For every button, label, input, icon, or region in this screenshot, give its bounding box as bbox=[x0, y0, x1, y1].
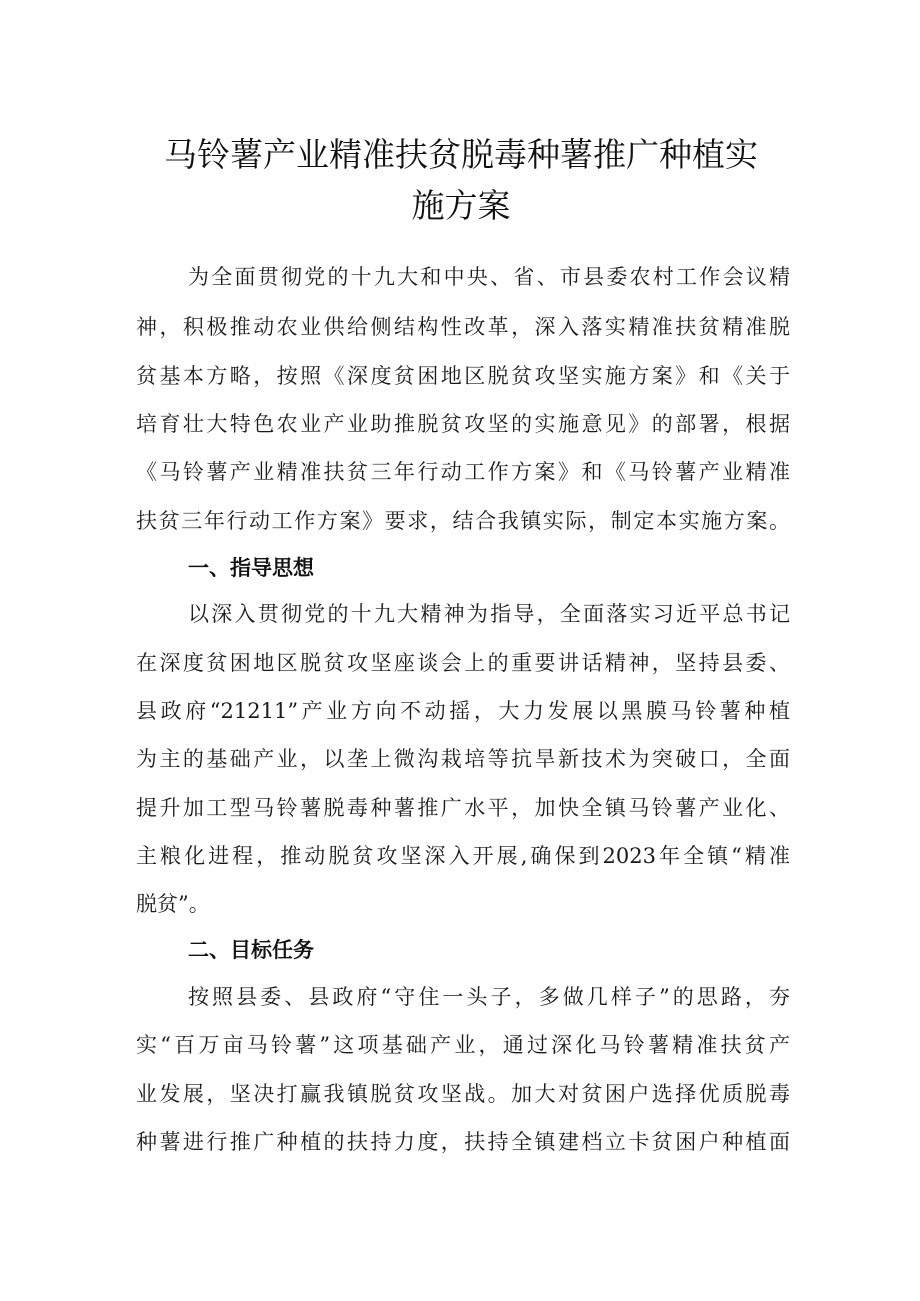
intro-line: 贫基本方略，按照《深度贫困地区脱贫攻坚实施方案》和《关于 bbox=[136, 364, 790, 388]
section1-line: 为主的基础产业，以垄上微沟栽培等抗旱新技术为突破口，全面 bbox=[136, 747, 790, 771]
section2-line: 实“百万亩马铃薯”这项基础产业，通过深化马铃薯精准扶贫产 bbox=[136, 1033, 790, 1057]
section1-line: 县政府“21211”产业方向不动摇，大力发展以黑膜马铃薯种植 bbox=[136, 699, 790, 723]
section1-line: 提升加工型马铃薯脱毒种薯推广水平，加快全镇马铃薯产业化、 bbox=[136, 796, 790, 820]
intro-line: 神，积极推动农业供给侧结构性改革，深入落实精准扶贫精准脱 bbox=[136, 315, 790, 339]
section2-line: 按照县委、县政府“守住一头子，多做几样子”的思路，夯 bbox=[188, 985, 790, 1009]
document-title-line-1: 马铃薯产业精准扶贫脱毒种薯推广种植实 bbox=[164, 135, 758, 174]
section-heading-guiding-thought: 一、指导思想 bbox=[188, 556, 314, 580]
section2-line: 种薯进行推广种植的扶持力度，扶持全镇建档立卡贫困户种植面 bbox=[136, 1130, 790, 1154]
section1-line: 以深入贯彻党的十九大精神为指导，全面落实习近平总书记 bbox=[188, 602, 790, 626]
section1-line: 脱贫”。 bbox=[136, 892, 210, 916]
intro-line: 为全面贯彻党的十九大和中央、省、市县委农村工作会议精 bbox=[188, 265, 790, 289]
document-title-line-2: 施方案 bbox=[411, 186, 511, 225]
section1-line: 主粮化进程，推动脱贫攻坚深入开展,确保到2023年全镇“精准 bbox=[136, 844, 790, 868]
intro-line: 《马铃薯产业精准扶贫三年行动工作方案》和《马铃薯产业精准 bbox=[136, 460, 790, 484]
section2-line: 业发展，坚决打赢我镇脱贫攻坚战。加大对贫困户选择优质脱毒 bbox=[136, 1082, 790, 1106]
section1-line: 在深度贫困地区脱贫攻坚座谈会上的重要讲话精神，坚持县委、 bbox=[136, 651, 790, 675]
intro-line: 培育壮大特色农业产业助推脱贫攻坚的实施意见》的部署，根据 bbox=[136, 412, 790, 436]
intro-line: 扶贫三年行动工作方案》要求，结合我镇实际，制定本实施方案。 bbox=[136, 509, 790, 533]
section-heading-goals-tasks: 二、目标任务 bbox=[188, 938, 314, 962]
